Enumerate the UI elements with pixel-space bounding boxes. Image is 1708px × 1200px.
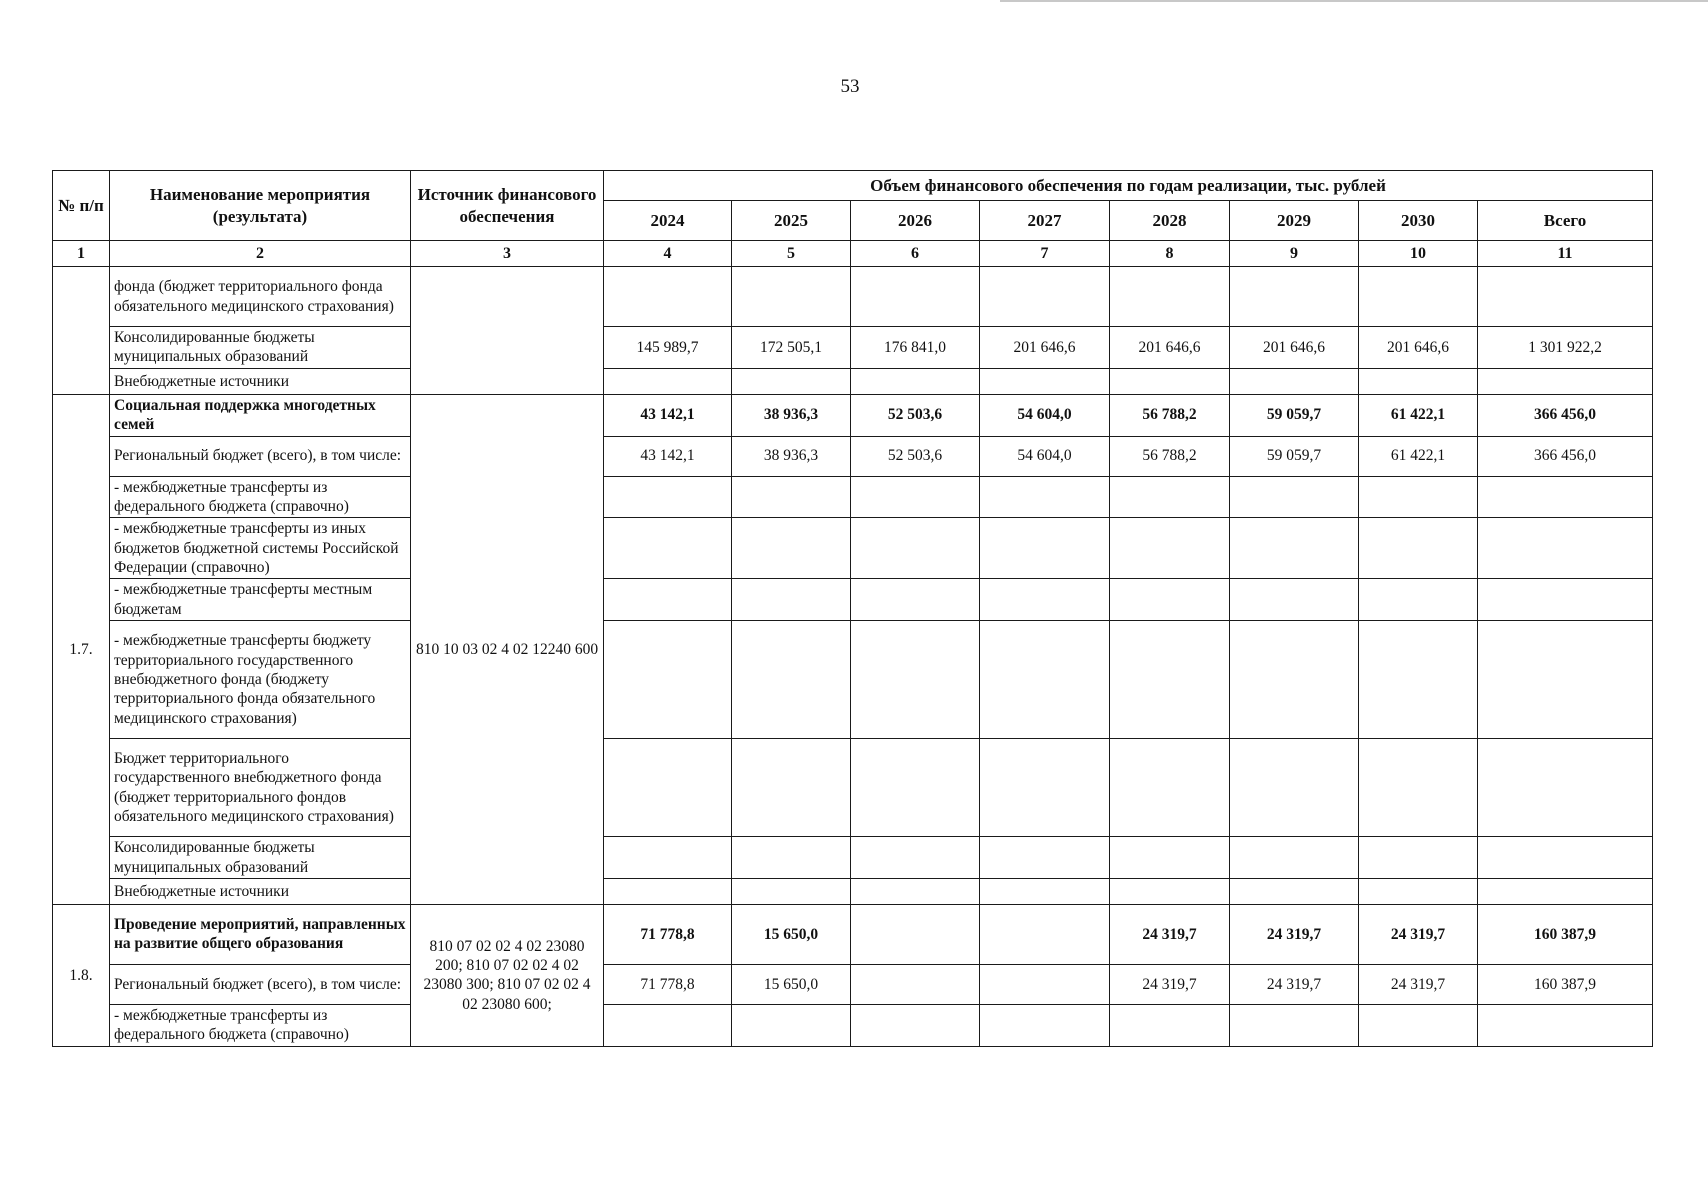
- value-cell: [1359, 621, 1478, 739]
- funding-source-code: 810 07 02 02 4 02 23080 200; 810 07 02 02 4 02 23080 300; 810 07 02 02 4 02 23080 600;: [411, 904, 604, 1046]
- value-cell: [1359, 837, 1478, 879]
- value-cell: [1359, 878, 1478, 904]
- header-name: Наименование мероприятия (результата): [110, 171, 411, 241]
- value-total: [1478, 739, 1653, 837]
- value-cell: [980, 267, 1110, 327]
- table-row: [53, 394, 1653, 436]
- activity-name: Социальная поддержка многодетных семей: [110, 394, 411, 436]
- value-cell: 24 319,7: [1230, 964, 1359, 1004]
- value-total: [1478, 267, 1653, 327]
- value-cell: [1359, 267, 1478, 327]
- column-number: 1: [53, 241, 110, 267]
- activity-name: Проведение мероприятий, направленных на развитие общего образования: [110, 904, 411, 964]
- value-cell: [851, 267, 980, 327]
- row-number: 1.8.: [53, 904, 110, 1046]
- value-cell: [732, 621, 851, 739]
- header-source: Источник финансового обеспечения: [411, 171, 604, 241]
- financing-table: [52, 170, 1653, 1047]
- value-cell: 24 319,7: [1110, 904, 1230, 964]
- column-number: 6: [851, 241, 980, 267]
- value-cell: [980, 1004, 1110, 1046]
- table-row: [53, 579, 1653, 621]
- column-number: 11: [1478, 241, 1653, 267]
- value-cell: [1230, 878, 1359, 904]
- value-cell: [732, 368, 851, 394]
- funding-line-name: - межбюджетные трансферты из федерального бюджета (справочно): [110, 1004, 411, 1046]
- table-row: [53, 518, 1653, 579]
- value-cell: [1359, 368, 1478, 394]
- header-number: № п/п: [53, 171, 110, 241]
- funding-line-name: - межбюджетные трансферты из иных бюджетов бюджетной системы Российской Федерации (справочно): [110, 518, 411, 579]
- value-cell: [851, 1004, 980, 1046]
- value-cell: 56 788,2: [1110, 394, 1230, 436]
- value-total: [1478, 837, 1653, 879]
- value-cell: [604, 621, 732, 739]
- funding-line-name: Бюджет территориального государственного внебюджетного фонда (бюджет территориального фондов обязательного медицинского страхования): [110, 739, 411, 837]
- funding-line-name: Внебюджетные источники: [110, 878, 411, 904]
- value-cell: [980, 964, 1110, 1004]
- value-cell: 201 646,6: [1230, 327, 1359, 369]
- value-cell: 24 319,7: [1359, 964, 1478, 1004]
- value-cell: 71 778,8: [604, 964, 732, 1004]
- funding-line-name: Консолидированные бюджеты муниципальных образований: [110, 327, 411, 369]
- value-cell: 56 788,2: [1110, 436, 1230, 476]
- value-cell: [1230, 739, 1359, 837]
- table-row: [53, 1004, 1653, 1046]
- value-cell: 38 936,3: [732, 394, 851, 436]
- value-cell: [1110, 267, 1230, 327]
- value-cell: [732, 878, 851, 904]
- value-cell: [980, 837, 1110, 879]
- header-year: Всего: [1478, 201, 1653, 241]
- table-row: [53, 476, 1653, 518]
- column-number: 10: [1359, 241, 1478, 267]
- value-cell: [604, 476, 732, 518]
- value-total: [1478, 579, 1653, 621]
- value-cell: [1230, 1004, 1359, 1046]
- page-number: 53: [840, 76, 860, 97]
- value-cell: 24 319,7: [1230, 904, 1359, 964]
- row-number: [53, 267, 110, 395]
- header-year: 2024: [604, 201, 732, 241]
- value-total: 160 387,9: [1478, 964, 1653, 1004]
- value-cell: 61 422,1: [1359, 394, 1478, 436]
- value-cell: 172 505,1: [732, 327, 851, 369]
- value-cell: 24 319,7: [1110, 964, 1230, 1004]
- value-cell: 15 650,0: [732, 964, 851, 1004]
- value-cell: 38 936,3: [732, 436, 851, 476]
- table-row: [53, 964, 1653, 1004]
- value-cell: 43 142,1: [604, 394, 732, 436]
- table-row: [53, 837, 1653, 879]
- value-total: [1478, 1004, 1653, 1046]
- value-cell: [1110, 837, 1230, 879]
- value-cell: 54 604,0: [980, 394, 1110, 436]
- value-cell: [980, 579, 1110, 621]
- header-year: 2028: [1110, 201, 1230, 241]
- value-cell: [1359, 1004, 1478, 1046]
- header-year: 2026: [851, 201, 980, 241]
- value-total: [1478, 368, 1653, 394]
- value-cell: [1110, 739, 1230, 837]
- value-total: [1478, 878, 1653, 904]
- value-cell: [732, 837, 851, 879]
- value-cell: [1230, 621, 1359, 739]
- value-cell: [604, 579, 732, 621]
- value-cell: [1110, 579, 1230, 621]
- value-total: [1478, 621, 1653, 739]
- value-total: 1 301 922,2: [1478, 327, 1653, 369]
- value-cell: [851, 878, 980, 904]
- value-cell: [604, 739, 732, 837]
- funding-source-code: [411, 267, 604, 395]
- value-cell: [604, 1004, 732, 1046]
- table-row: [53, 368, 1653, 394]
- header-year: 2029: [1230, 201, 1359, 241]
- column-number: 5: [732, 241, 851, 267]
- value-total: [1478, 518, 1653, 579]
- table-row: [53, 267, 1653, 327]
- value-cell: [732, 579, 851, 621]
- header-volume: Объем финансового обеспечения по годам реализации, тыс. рублей: [604, 171, 1653, 201]
- value-cell: 24 319,7: [1359, 904, 1478, 964]
- value-cell: [1110, 518, 1230, 579]
- row-number: 1.7.: [53, 394, 110, 904]
- value-cell: 201 646,6: [1359, 327, 1478, 369]
- value-cell: [851, 621, 980, 739]
- value-cell: 52 503,6: [851, 394, 980, 436]
- value-cell: [604, 518, 732, 579]
- value-cell: [604, 837, 732, 879]
- table-row: [53, 739, 1653, 837]
- value-cell: [980, 621, 1110, 739]
- value-cell: [604, 878, 732, 904]
- value-cell: 59 059,7: [1230, 436, 1359, 476]
- funding-line-name: - межбюджетные трансферты бюджету территориального государственного внебюджетного фонда (бюджету территориального фонда обязательного медицинского страхования): [110, 621, 411, 739]
- column-number: 7: [980, 241, 1110, 267]
- value-cell: [1230, 368, 1359, 394]
- value-cell: [1110, 621, 1230, 739]
- value-cell: [1230, 579, 1359, 621]
- value-cell: [851, 368, 980, 394]
- value-cell: 59 059,7: [1230, 394, 1359, 436]
- value-cell: [851, 476, 980, 518]
- table-row: [53, 327, 1653, 369]
- value-cell: [732, 739, 851, 837]
- value-cell: [1359, 518, 1478, 579]
- column-number: 3: [411, 241, 604, 267]
- value-cell: [980, 739, 1110, 837]
- value-total: 160 387,9: [1478, 904, 1653, 964]
- value-total: [1478, 476, 1653, 518]
- funding-source-code: 810 10 03 02 4 02 12240 600: [411, 394, 604, 904]
- funding-line-name: Региональный бюджет (всего), в том числе:: [110, 964, 411, 1004]
- value-cell: [1359, 476, 1478, 518]
- value-cell: 176 841,0: [851, 327, 980, 369]
- funding-line-name: фонда (бюджет территориального фонда обязательного медицинского страхования): [110, 267, 411, 327]
- value-cell: [604, 368, 732, 394]
- scan-edge-line: [1000, 0, 1708, 2]
- value-cell: [1110, 1004, 1230, 1046]
- value-cell: 43 142,1: [604, 436, 732, 476]
- value-total: 366 456,0: [1478, 394, 1653, 436]
- value-cell: [604, 267, 732, 327]
- value-cell: [851, 739, 980, 837]
- value-cell: [851, 579, 980, 621]
- value-cell: [851, 837, 980, 879]
- value-cell: [980, 476, 1110, 518]
- header-year: 2030: [1359, 201, 1478, 241]
- value-cell: 15 650,0: [732, 904, 851, 964]
- value-cell: 201 646,6: [1110, 327, 1230, 369]
- value-cell: [851, 904, 980, 964]
- column-number: 2: [110, 241, 411, 267]
- value-cell: [732, 1004, 851, 1046]
- funding-line-name: Региональный бюджет (всего), в том числе:: [110, 436, 411, 476]
- value-total: 366 456,0: [1478, 436, 1653, 476]
- funding-line-name: Консолидированные бюджеты муниципальных образований: [110, 837, 411, 879]
- header-year: 2025: [732, 201, 851, 241]
- value-cell: [732, 518, 851, 579]
- value-cell: [851, 964, 980, 1004]
- value-cell: [980, 904, 1110, 964]
- value-cell: [732, 476, 851, 518]
- column-number-row: [53, 241, 1653, 267]
- value-cell: [851, 518, 980, 579]
- value-cell: [1230, 837, 1359, 879]
- value-cell: 201 646,6: [980, 327, 1110, 369]
- value-cell: [980, 878, 1110, 904]
- value-cell: 71 778,8: [604, 904, 732, 964]
- funding-line-name: - межбюджетные трансферты местным бюджетам: [110, 579, 411, 621]
- value-cell: [1359, 739, 1478, 837]
- column-number: 9: [1230, 241, 1359, 267]
- value-cell: [1230, 267, 1359, 327]
- table-row: [53, 436, 1653, 476]
- value-cell: [1230, 518, 1359, 579]
- value-cell: [1110, 878, 1230, 904]
- funding-line-name: - межбюджетные трансферты из федерального бюджета (справочно): [110, 476, 411, 518]
- value-cell: [1110, 368, 1230, 394]
- value-cell: [1230, 476, 1359, 518]
- table-row: [53, 878, 1653, 904]
- value-cell: [980, 368, 1110, 394]
- value-cell: [732, 267, 851, 327]
- column-number: 4: [604, 241, 732, 267]
- value-cell: [980, 518, 1110, 579]
- funding-line-name: Внебюджетные источники: [110, 368, 411, 394]
- column-number: 8: [1110, 241, 1230, 267]
- value-cell: 52 503,6: [851, 436, 980, 476]
- header-year: 2027: [980, 201, 1110, 241]
- value-cell: 61 422,1: [1359, 436, 1478, 476]
- value-cell: 145 989,7: [604, 327, 732, 369]
- value-cell: 54 604,0: [980, 436, 1110, 476]
- value-cell: [1359, 579, 1478, 621]
- table-row: [53, 904, 1653, 964]
- table-row: [53, 621, 1653, 739]
- value-cell: [1110, 476, 1230, 518]
